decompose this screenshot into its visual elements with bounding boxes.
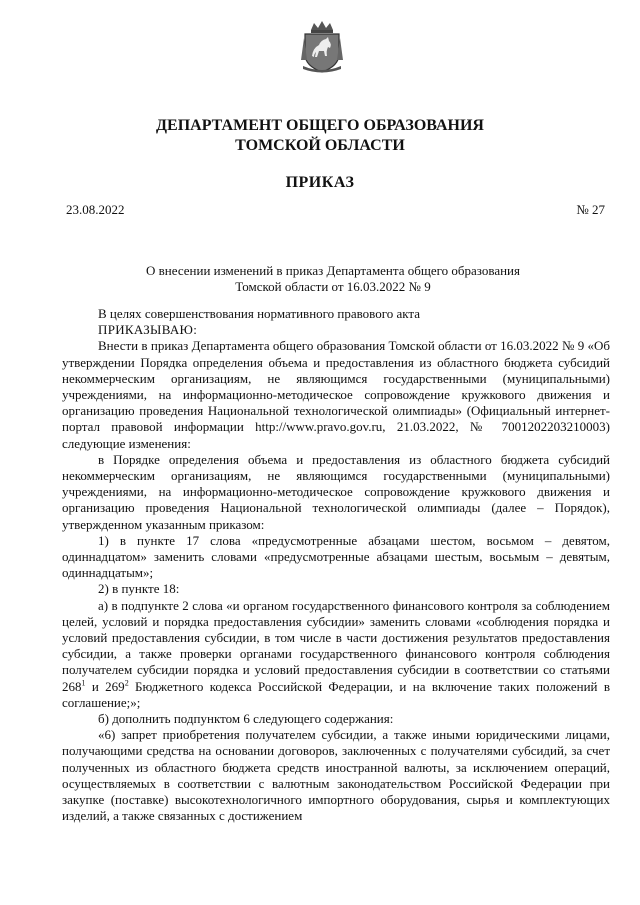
order-subject-line2: Томской области от 16.03.2022 № 9 <box>235 279 431 294</box>
paragraph-subitem-6: «6) запрет приобретения получателем субсидии, а также иными юридическими лицами, получающими средства на основании договоров, заключенных с получателями субсидий, за счет полученных из областного бюджета средств иностранной валюты, за исключением операций, осуществляемых в соответствии с валютным законодательством Российской Федерации при закупке (поставке) высокотехнологичного импортного оборудования, сырья и комплектующих изделий, а также связанных с достижением <box>62 727 610 824</box>
department-name-line1: ДЕПАРТАМЕНТ ОБЩЕГО ОБРАЗОВАНИЯ <box>156 117 484 134</box>
paragraph-subitem-a <box>62 598 610 711</box>
paragraph-subitem-b: б) дополнить подпунктом 6 следующего содержания: <box>98 711 394 727</box>
preamble: В целях совершенствования нормативного правового акта <box>98 306 421 321</box>
paragraph-main-amendment: Внести в приказ Департамента общего образования Томской области от 16.03.2022 № 9 «Об утверждении Порядка определения объема и предоставления из областного бюджета субсидий некоммерческим организациям, не являющимся государственными (муниципальными) учреждениями, на информационно-методическое сопровождение кружкового движения и организацию проведения Национальной технологической олимпиады» (Официальный интернет-портал правовой информации http://www.pravo.gov.ru, 21.03.2022, № 7001202203210003) следующие изменения: <box>62 338 610 451</box>
department-name-line2: ТОМСКОЙ ОБЛАСТИ <box>235 137 405 154</box>
tomsk-coat-of-arms-icon <box>300 20 344 74</box>
order-number: № 27 <box>576 202 605 217</box>
subitem-a-text-1: а) в подпункте 2 слова «и органом государственного финансового контроля за соблюдением целей, условий и порядка предоставления субсидии» заменить словами «соблюдения порядка и условий предоставления субсидии, в том числе в части достижения результатов предоставления субсидии, а также проверки органами государственного финансового контроля соблюдения получателем субсидии порядка и условий предоставления субсидии в соответствии со статьями 268 <box>62 597 610 694</box>
order-body <box>62 306 610 825</box>
superscript-2: 2 <box>124 678 129 688</box>
document-type: ПРИКАЗ <box>285 174 355 191</box>
subitem-a-text-3: Бюджетного кодекса Российской Федерации, и на включение таких положений в соглашение;»; <box>62 678 610 710</box>
paragraph-item-2: 2) в пункте 18: <box>98 581 180 597</box>
paragraph-item-1: 1) в пункте 17 слова «предусмотренные абзацами шестом, восьмом – девятом, одиннадцатом» заменить словами «предусмотренные абзацами шестым, восьмым – девятым, одиннадцатым»; <box>62 532 610 581</box>
order-date: 23.08.2022 <box>66 202 125 217</box>
order-directive: ПРИКАЗЫВАЮ: <box>98 322 198 338</box>
paragraph-procedure: в Порядке определения объема и предоставления из областного бюджета субсидий некоммерческим организациям, не являющимся государственными (муниципальными) учреждениями, на информационно-методическое сопровождение кружкового движения и организацию проведения Национальной технологической олимпиады (далее – Порядок), утвержденном указанным приказом: <box>62 451 610 532</box>
order-subject-line1: О внесении изменений в приказ Департамента общего образования <box>146 263 520 278</box>
superscript-1: 1 <box>81 678 86 688</box>
subitem-a-text-2: и 269 <box>85 678 125 694</box>
